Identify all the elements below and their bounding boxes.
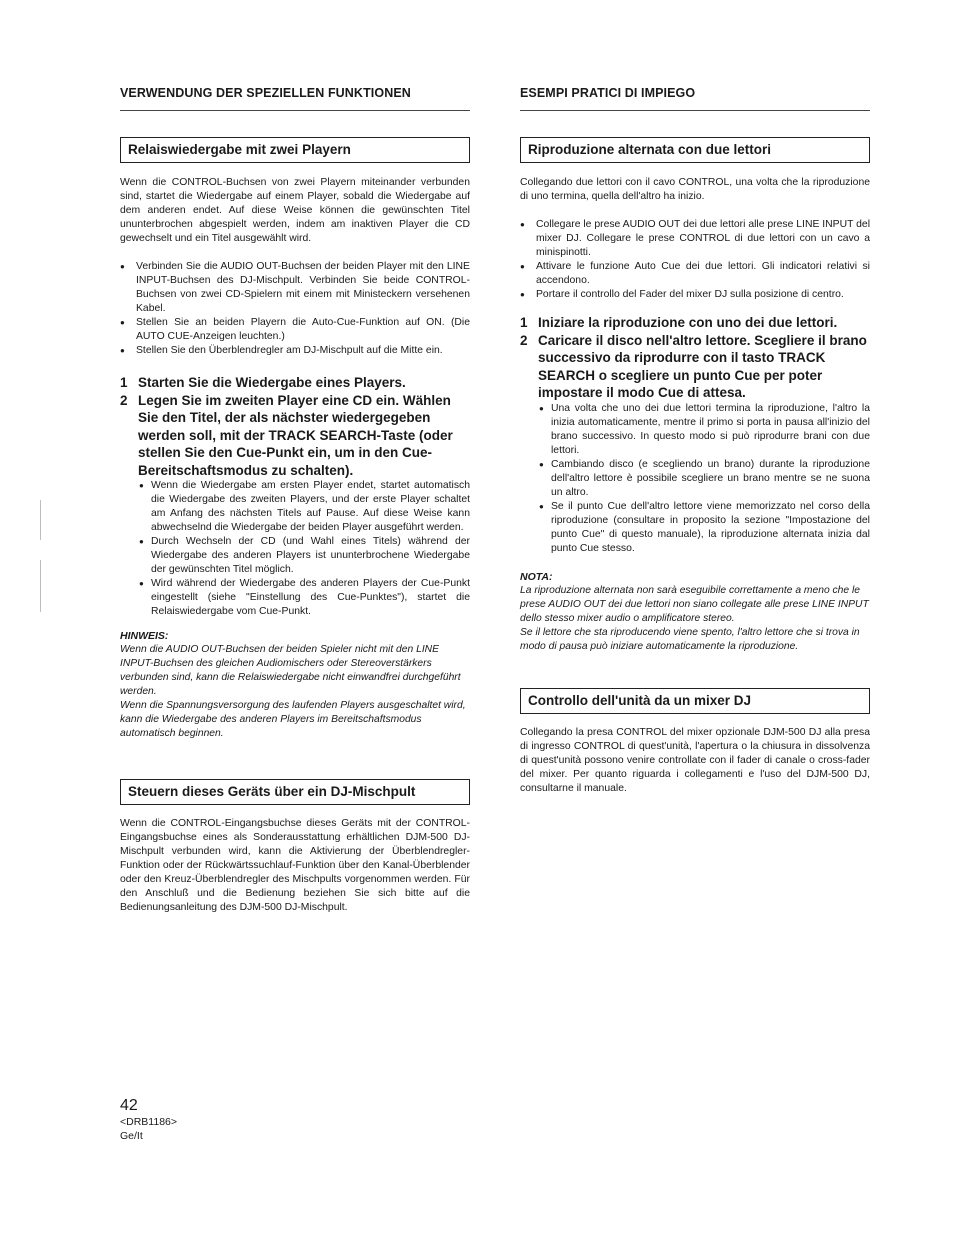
list-item: ● Verbinden Sie die AUDIO OUT-Buchsen der beiden Player mit den LINE INPUT-Buchsen des DJ-Mischpult. Verbinden Sie beide CONTROL-Buchsen von zwei CD-Spielern mit einem mit Ministeckern versehenen Kabel.: [120, 260, 470, 316]
mixer-control-title: Steuern dieses Geräts über ein DJ-Mischpult: [120, 779, 470, 805]
step-number: 1: [120, 375, 128, 390]
step-2: [520, 332, 870, 402]
note-heading: NOTA:: [520, 570, 553, 583]
step-2-details: [120, 479, 470, 619]
step-1: [520, 314, 870, 332]
margin-mark: [40, 560, 41, 612]
step-number: 1: [520, 315, 528, 330]
language-code: Ge/It: [120, 1130, 143, 1142]
relay-intro-paragraph: Wenn die CONTROL-Buchsen von zwei Playern miteinander verbunden sind, startet die Wiedergabe auf einem Player, sobald die Wiedergabe auf dem anderen endet. Auf diese Weise können die gewünschten Titel ununterbrochen abgespielt werden, indem am inaktiven Player die CD gewechselt und ein Titel ausgewählt wird.: [120, 177, 470, 244]
list-item: ● Una volta che uno dei due lettori termina la riproduzione, l'altro la inizia automaticamente, mentre il primo si porta in pausa all'inizio del brano successivo. In questo modo si può riprodurre brani con due lettori.: [538, 402, 870, 458]
mixer-control-title: Controllo dell'unità da un mixer DJ: [520, 688, 870, 714]
list-item: ● Stellen Sie an beiden Playern die Auto-Cue-Funktion auf ON. (Die AUTO CUE-Anzeigen leuchten.): [120, 316, 470, 344]
mixer-control-paragraph: Collegando la presa CONTROL del mixer opzionale DJM-500 DJ alla presa di ingresso CONTROL di quest'unità, l'apertura o la chiusura in dissolvenza di quest'unità possono venire controllate con il fader di canale o cross-fader del mixer. Per quanto riguarda i collegamenti e l'uso del DJM-500 DJ, consultarne il manuale.: [520, 726, 870, 794]
relay-bullet-list: [120, 260, 470, 358]
section-heading-it: ESEMPI PRATICI DI IMPIEGO: [520, 86, 870, 111]
list-item: ● Wenn die Wiedergabe am ersten Player endet, startet automatisch die Wiedergabe des zweiten Players, und der erste Player schaltet am Anfang des nächsten Titels auf Pause. Auf diese Weise kann abwechselnd die Wiedergabe der beiden Player ausgeführt werden.: [138, 479, 470, 535]
step-2: [120, 392, 470, 480]
list-item: ● Attivare le funzione Auto Cue dei due lettori. Gli indicatori relativi si accendono.: [520, 260, 870, 288]
alternate-bullet-list: [520, 218, 870, 302]
step-2-details: [520, 402, 870, 556]
list-item: ● Wird während der Wiedergabe des anderen Players der Cue-Punkt eingestellt (siehe "Einstellung des Cue-Punktes"), startet die Relaiswiedergabe vom Cue-Punkt.: [138, 577, 470, 619]
list-item: ● Portare il controllo del Fader del mixer DJ sulla posizione di centro.: [520, 288, 870, 302]
list-item: ● Stellen Sie den Überblendregler am DJ-Mischpult auf die Mitte ein.: [120, 344, 470, 358]
document-code: <DRB1186>: [120, 1116, 178, 1128]
page-number: 42: [120, 1097, 138, 1114]
step-number: 2: [120, 392, 128, 408]
list-item: ● Cambiando disco (e scegliendo un brano) durante la riproduzione dell'altro lettore è possibile scegliere un brano mentre se ne suona un altro.: [538, 458, 870, 500]
note-text: Se il lettore che sta riproducendo viene spento, l'altro lettore che si trova in modo di pausa può iniziare automaticamente la riproduzione.: [520, 626, 860, 652]
mixer-control-paragraph: Wenn die CONTROL-Eingangsbuchse dieses Geräts mit der CONTROL-Eingangsbuchse eines als Sonderausstattung erhältlichen DJM-500 DJ-Mischpult verbunden wird, kann die Aktivierung der Überblendregler-Funktion oder der Rückwärtssuchlauf-Funktion über den Kanal-Überblender oder den Kreuz-Überblendregler des Mischpults vorgenommen werden. Für den Anschluß und die Bedienung beziehen Sie sich bitte auf die Bedienungsanleitung des DJM-500 DJ-Mischpult.: [120, 818, 470, 913]
note-text: La riproduzione alternata non sarà eseguibile correttamente a meno che le prese AUDIO OUT dei due lettori non siano collegate alle prese LINE INPUT dello stesso mixer audio o amplificatore stereo.: [520, 584, 869, 624]
step-text: Legen Sie im zweiten Player eine CD ein. Wählen Sie den Titel, der als nächster wiedergegeben werden soll, mit der TRACK SEARCH-Taste (oder stellen Sie den Cue-Punkt ein, um in den Cue-Bereitschaftsmodus zu schalten).: [138, 392, 453, 478]
list-item: ● Se il punto Cue dell'altro lettore viene memorizzato nel corso della riproduzione (consultare in proposito la sezione "Impostazione del punto Cue" di questo manuale), la riproduzione alternata inizia dal punto Cue stesso.: [538, 500, 870, 556]
alternate-playback-title: Riproduzione alternata con due lettori: [520, 137, 870, 163]
margin-mark: [40, 500, 41, 540]
note-heading: HINWEIS:: [120, 630, 169, 642]
list-item: ● Durch Wechseln der CD (und Wahl eines Titels) während der Wiedergabe des anderen Players ist ununterbrochene Wiedergabe der gewünschten Titel möglich.: [138, 535, 470, 577]
page-footer: [120, 1097, 177, 1143]
step-text: Caricare il disco nell'altro lettore. Scegliere il brano successivo da riprodurre con il tasto TRACK SEARCH o scegliere un punto Cue per poter impostare il modo Cue di attesa.: [538, 332, 867, 400]
step-2-bullet-list: [538, 402, 870, 556]
german-column: [120, 86, 470, 915]
note-text: Wenn die AUDIO OUT-Buchsen der beiden Spieler nicht mit den LINE INPUT-Buchsen des gleichen Audiomischers oder Stereoverstärkers verbunden sind, kann die Relaiswiedergabe nicht einwandfrei durchgeführt werden.: [120, 644, 461, 697]
note-text: Wenn die Spannungsversorgung des laufenden Players ausgeschaltet wird, kann die Wiedergabe des anderen Players im Bereitschaftsmodus automatisch beginnen.: [120, 700, 466, 739]
italian-column: [520, 86, 870, 796]
step-text: Starten Sie die Wiedergabe eines Players.: [138, 375, 406, 390]
step-text: Iniziare la riproduzione con uno dei due lettori.: [538, 315, 838, 330]
step-1: [120, 374, 470, 392]
alternate-intro-paragraph: Collegando due lettori con il cavo CONTROL, una volta che la riproduzione di uno termina, quella dell'altro ha inizio.: [520, 177, 870, 202]
step-2-bullet-list: [138, 479, 470, 619]
list-item: ● Collegare le prese AUDIO OUT dei due lettori alle prese LINE INPUT del mixer DJ. Collegare le prese CONTROL di due lettori con un cavo a minispinotti.: [520, 218, 870, 260]
step-number: 2: [520, 332, 528, 348]
relay-playback-title: Relaiswiedergabe mit zwei Playern: [120, 137, 470, 163]
section-heading-de: VERWENDUNG DER SPEZIELLEN FUNKTIONEN: [120, 86, 470, 111]
